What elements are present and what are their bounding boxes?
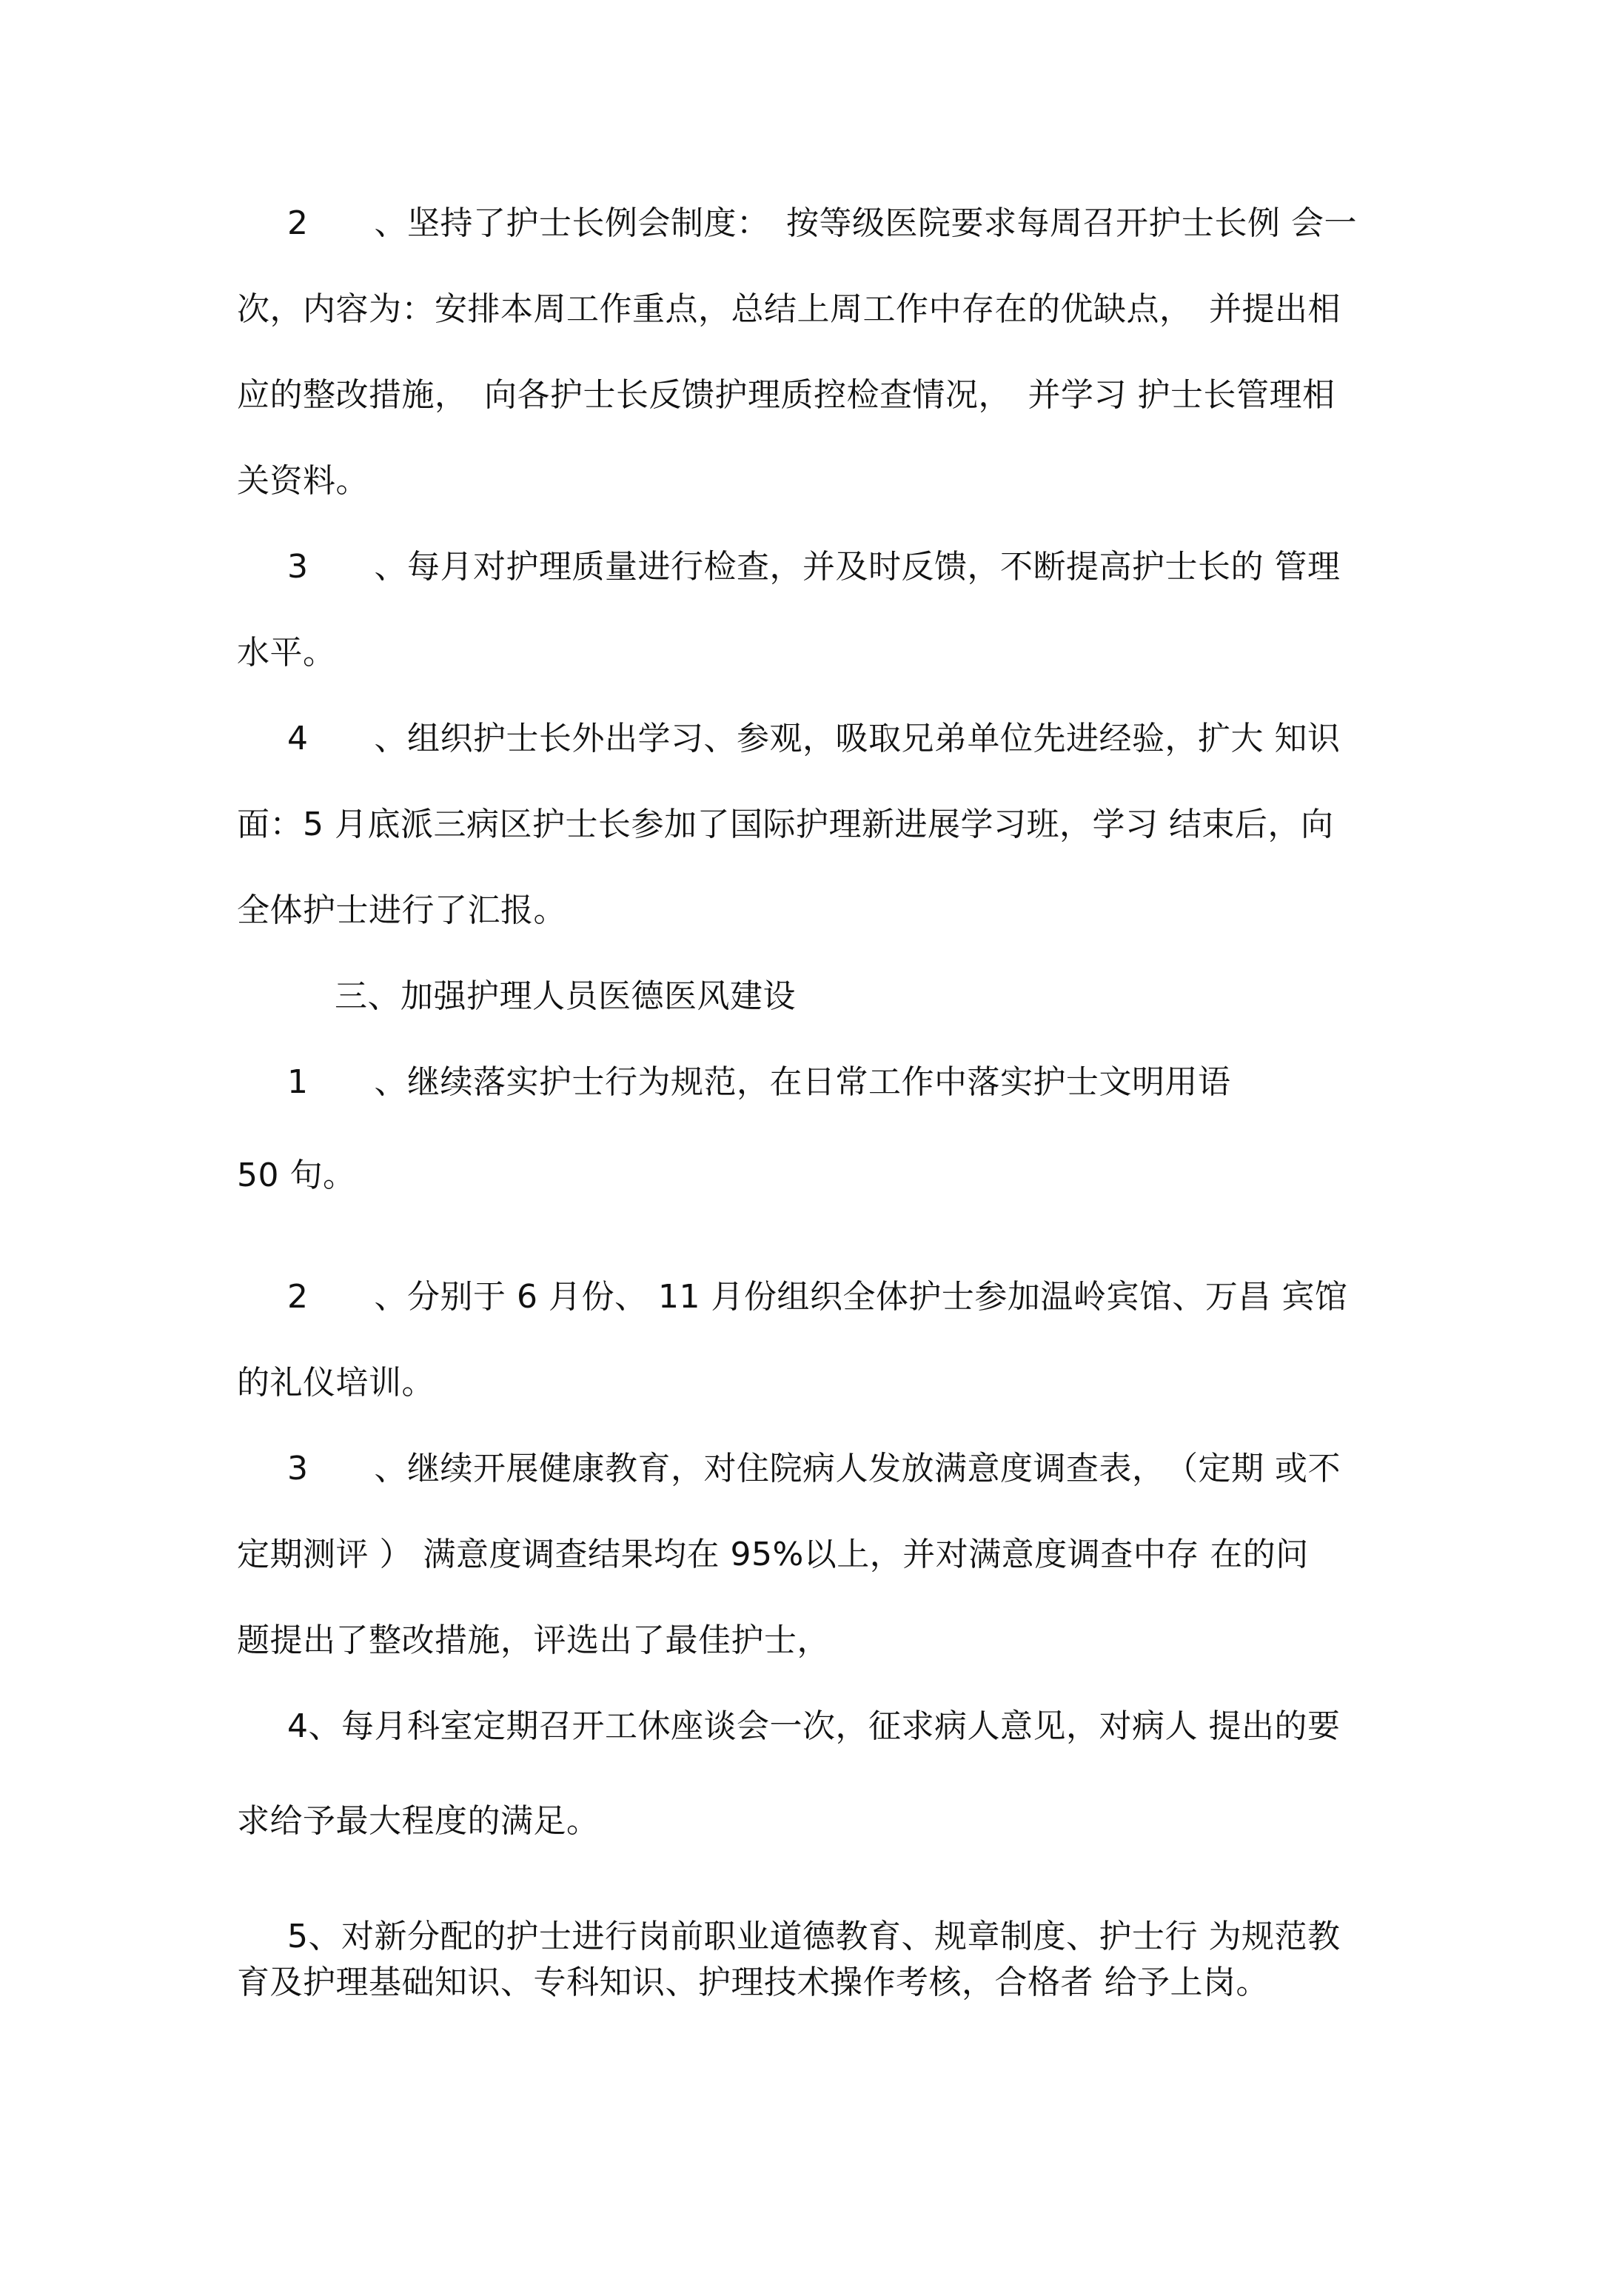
text-line-11: 1 、继续落实护士行为规范，在日常工作中落实护士文明用语 [287,1063,1231,1101]
text-line-1: 2 、坚持了护士长例会制度： 按等级医院要求每周召开护士长例 会一 [287,204,1357,242]
text-line-21: 育及护理基础知识、专科知识、护理技术操作考核，合格者 给予上岗。 [237,1964,1269,2001]
text-line-7: 4 、组织护士长外出学习、参观，吸取兄弟单位先进经验，扩大 知识 [287,720,1341,757]
text-line-6: 水平。 [237,634,336,672]
text-line-9: 全体护士进行了汇报。 [237,891,566,929]
text-line-17: 题提出了整改措施，评选出了最佳护士， [237,1621,830,1659]
text-line-15: 3 、继续开展健康教育，对住院病人发放满意度调查表， （定期 或不 [287,1450,1341,1487]
text-line-3: 应的整改措施， 向各护士长反馈护理质控检查情况， 并学习 护士长管理相 [237,376,1336,414]
text-line-13: 2 、分别于 6 月份、 11 月份组织全体护士参加温岭宾馆、万昌 宾馆 [287,1278,1348,1316]
text-line-16: 定期测评 ） 满意度调查结果均在 95%以上，并对满意度调查中存 在的问 [237,1536,1309,1573]
text-line-14: 的礼仪培训。 [237,1364,435,1402]
text-line-20: 5、对新分配的护士进行岗前职业道德教育、规章制度、护士行 为规范教 [287,1918,1341,1955]
section-heading: 三、加强护理人员医德医风建设 [335,977,796,1015]
text-line-18: 4、每月科室定期召开工休座谈会一次，征求病人意见，对病人 提出的要 [287,1707,1341,1745]
text-line-2: 次，内容为：安排本周工作重点，总结上周工作中存在的优缺点， 并提出相 [237,290,1341,328]
text-line-5: 3 、每月对护理质量进行检查，并及时反馈，不断提高护士长的 管理 [287,548,1341,586]
text-line-4: 关资料。 [237,462,369,500]
text-line-8: 面：5 月底派三病区护士长参加了国际护理新进展学习班，学习 结束后，向 [237,806,1334,843]
text-line-12: 50 句。 [237,1157,356,1194]
text-line-19: 求给予最大程度的满足。 [237,1802,600,1840]
